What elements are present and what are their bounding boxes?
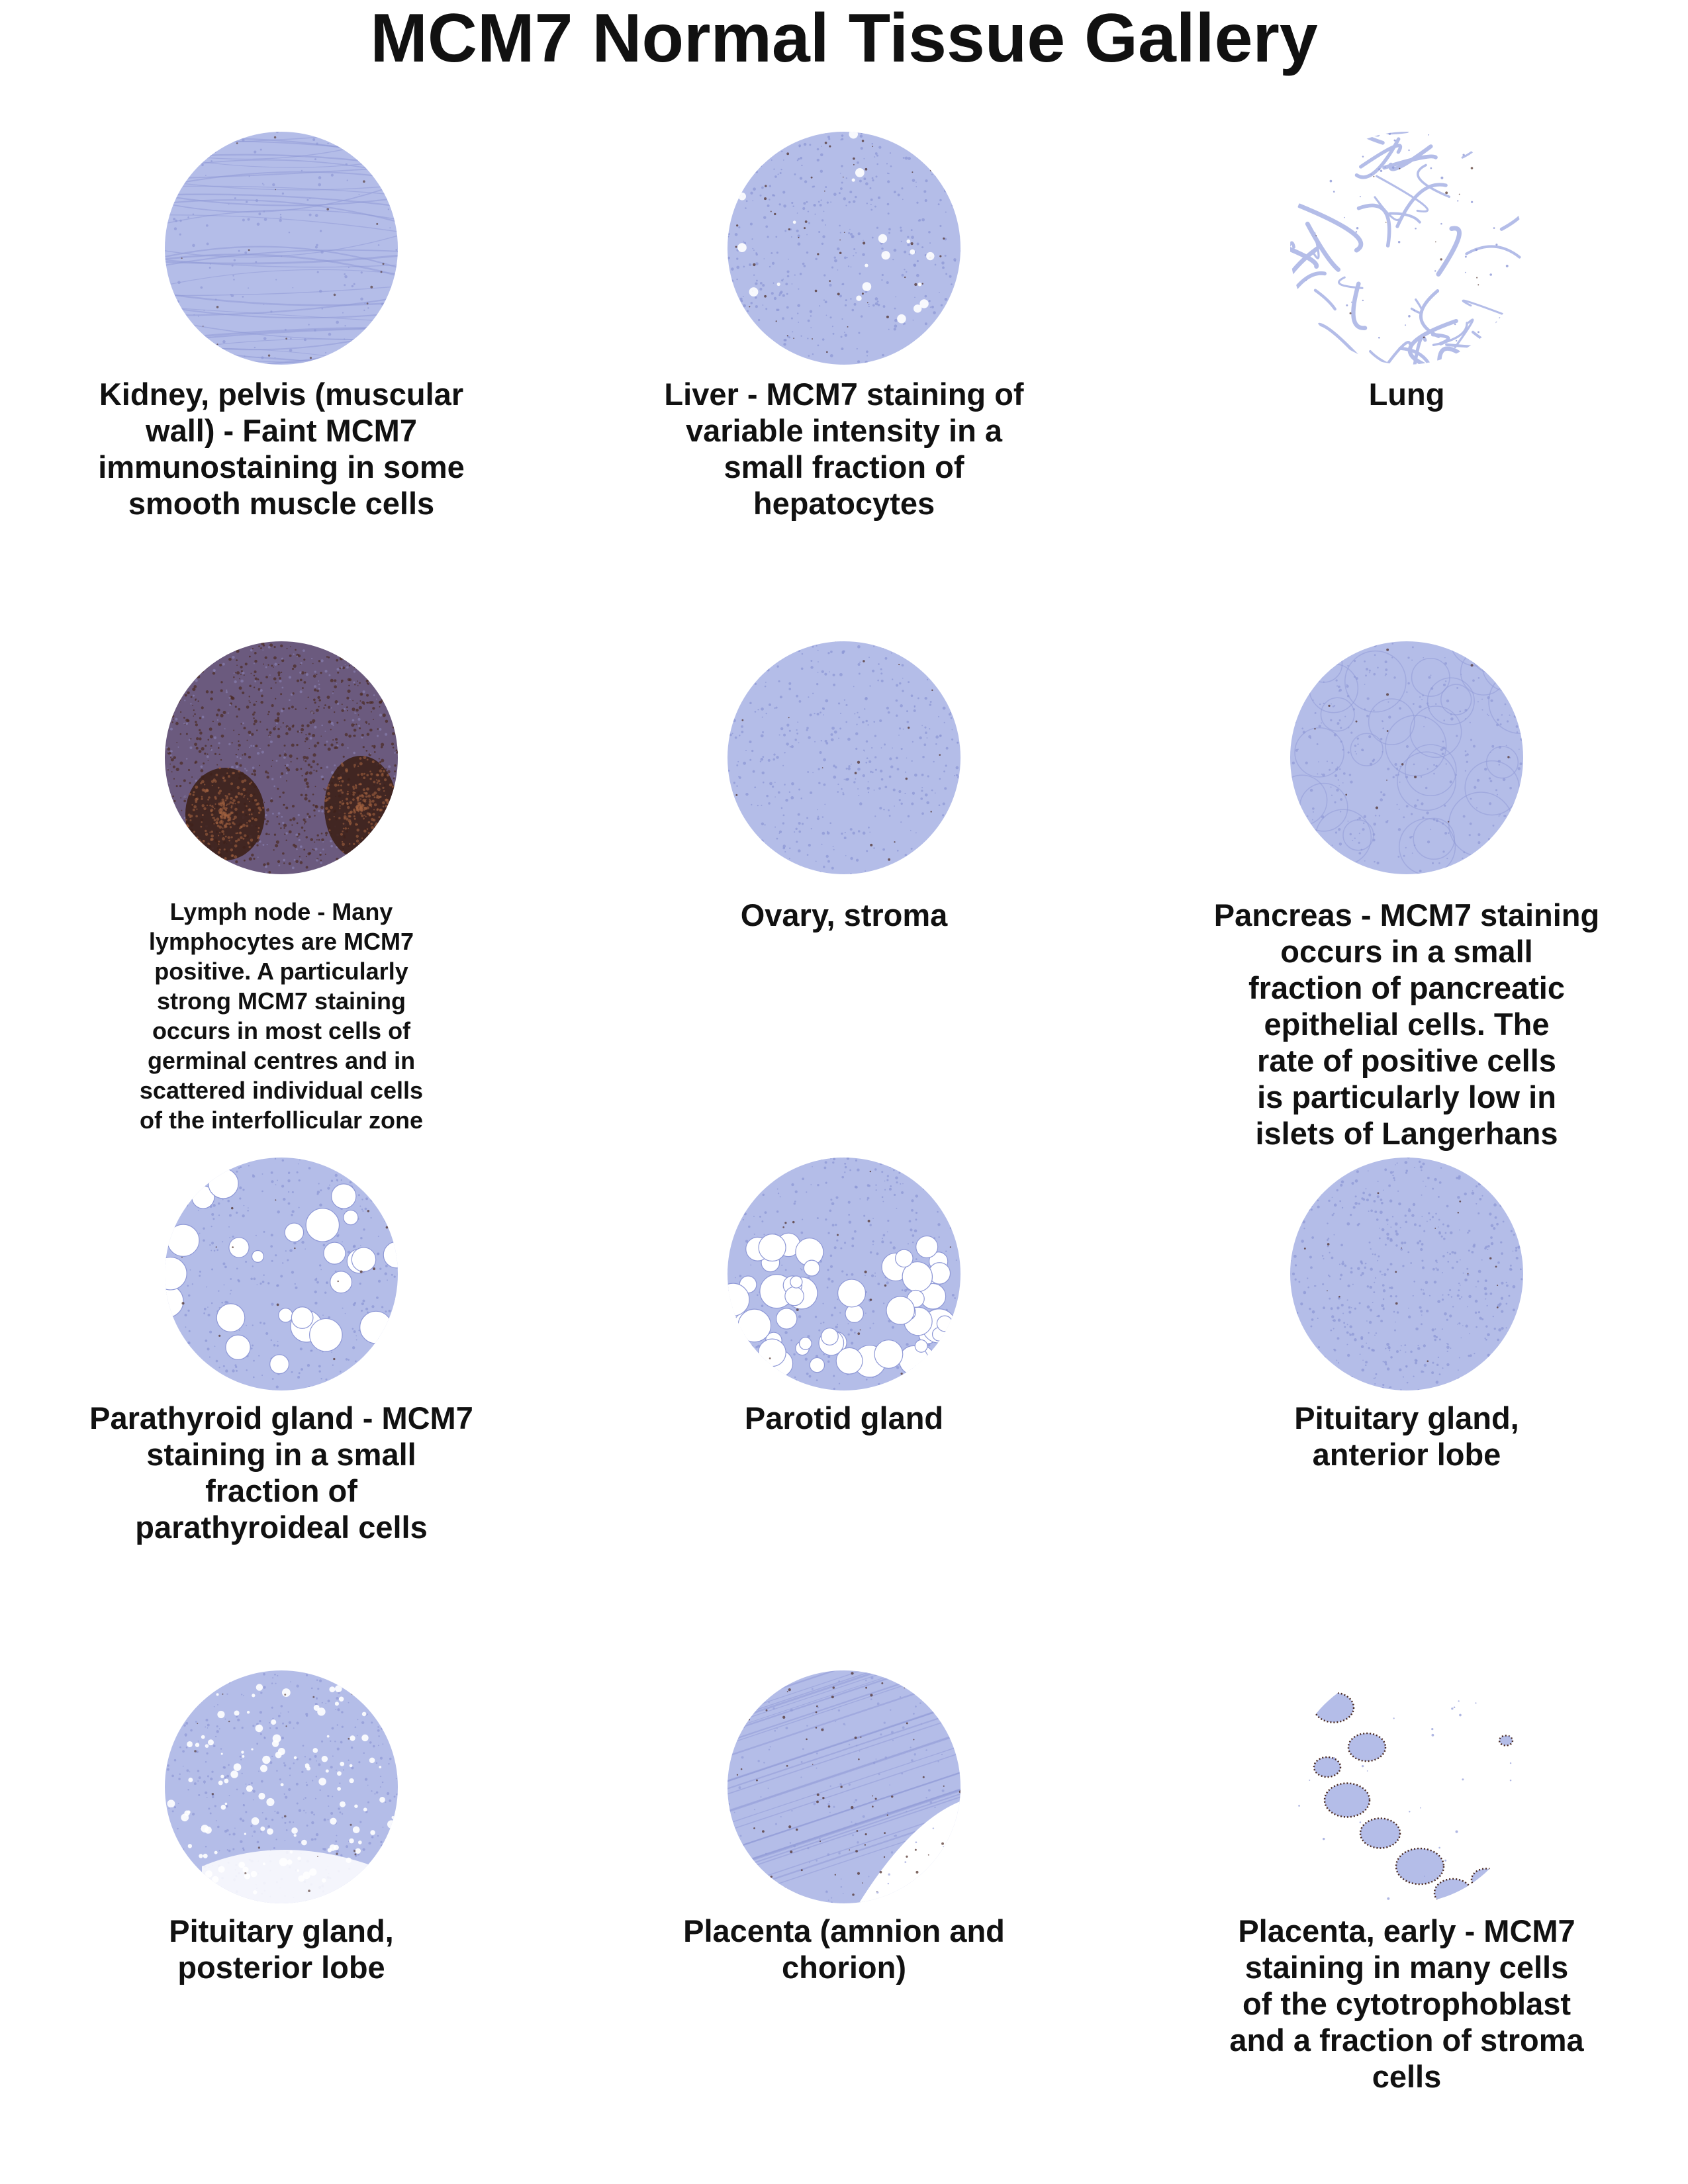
tissue-caption: Parotid gland xyxy=(744,1400,944,1435)
tissue-caption: Kidney, pelvis (muscular wall) - Faint MCM7 immunostaining in some smooth muscle cells xyxy=(98,377,465,521)
tissue-caption: Pituitary gland, posterior lobe xyxy=(169,1913,394,1985)
tissue-core-image xyxy=(162,639,400,877)
tissue-core-image xyxy=(1288,1155,1526,1393)
tissue-core-image xyxy=(1288,639,1526,877)
tissue-core-image xyxy=(162,1668,400,1906)
tissue-caption: Placenta, early - MCM7 staining in many cells of the cytotrophoblast and a fraction of stroma cells xyxy=(1229,1913,1584,2094)
tissue-caption: Pituitary gland, anterior lobe xyxy=(1294,1400,1519,1472)
tissue-core-image xyxy=(725,129,963,367)
tissue-core-image xyxy=(1288,1668,1526,1906)
tissue-caption: Ovary, stroma xyxy=(740,897,948,933)
tissue-core-image xyxy=(725,1155,963,1393)
tissue-core-image xyxy=(725,1668,963,1906)
tissue-caption: Placenta (amnion and chorion) xyxy=(683,1913,1005,1985)
tissue-caption: Lung xyxy=(1368,377,1445,412)
tissue-core-image xyxy=(162,1155,400,1393)
tissue-core-image xyxy=(162,129,400,367)
tissue-caption: Parathyroid gland - MCM7 staining in a small fraction of parathyroideal cells xyxy=(89,1400,473,1545)
tissue-core-image xyxy=(1288,129,1526,367)
tissue-caption: Liver - MCM7 staining of variable intensity in a small fraction of hepatocytes xyxy=(664,377,1024,521)
tissue-caption: Pancreas - MCM7 staining occurs in a small fraction of pancreatic epithelial cells. The rate of positive cells is particularly low in islets of Langerhans xyxy=(1213,897,1600,1151)
tissue-caption: Lymph node - Many lymphocytes are MCM7 positive. A particularly strong MCM7 staining occurs in most cells of germinal centres and in scattered individual cells of the interfollicular zone xyxy=(139,898,424,1134)
page-title: MCM7 Normal Tissue Gallery xyxy=(370,0,1318,77)
tissue-core-image xyxy=(725,639,963,877)
